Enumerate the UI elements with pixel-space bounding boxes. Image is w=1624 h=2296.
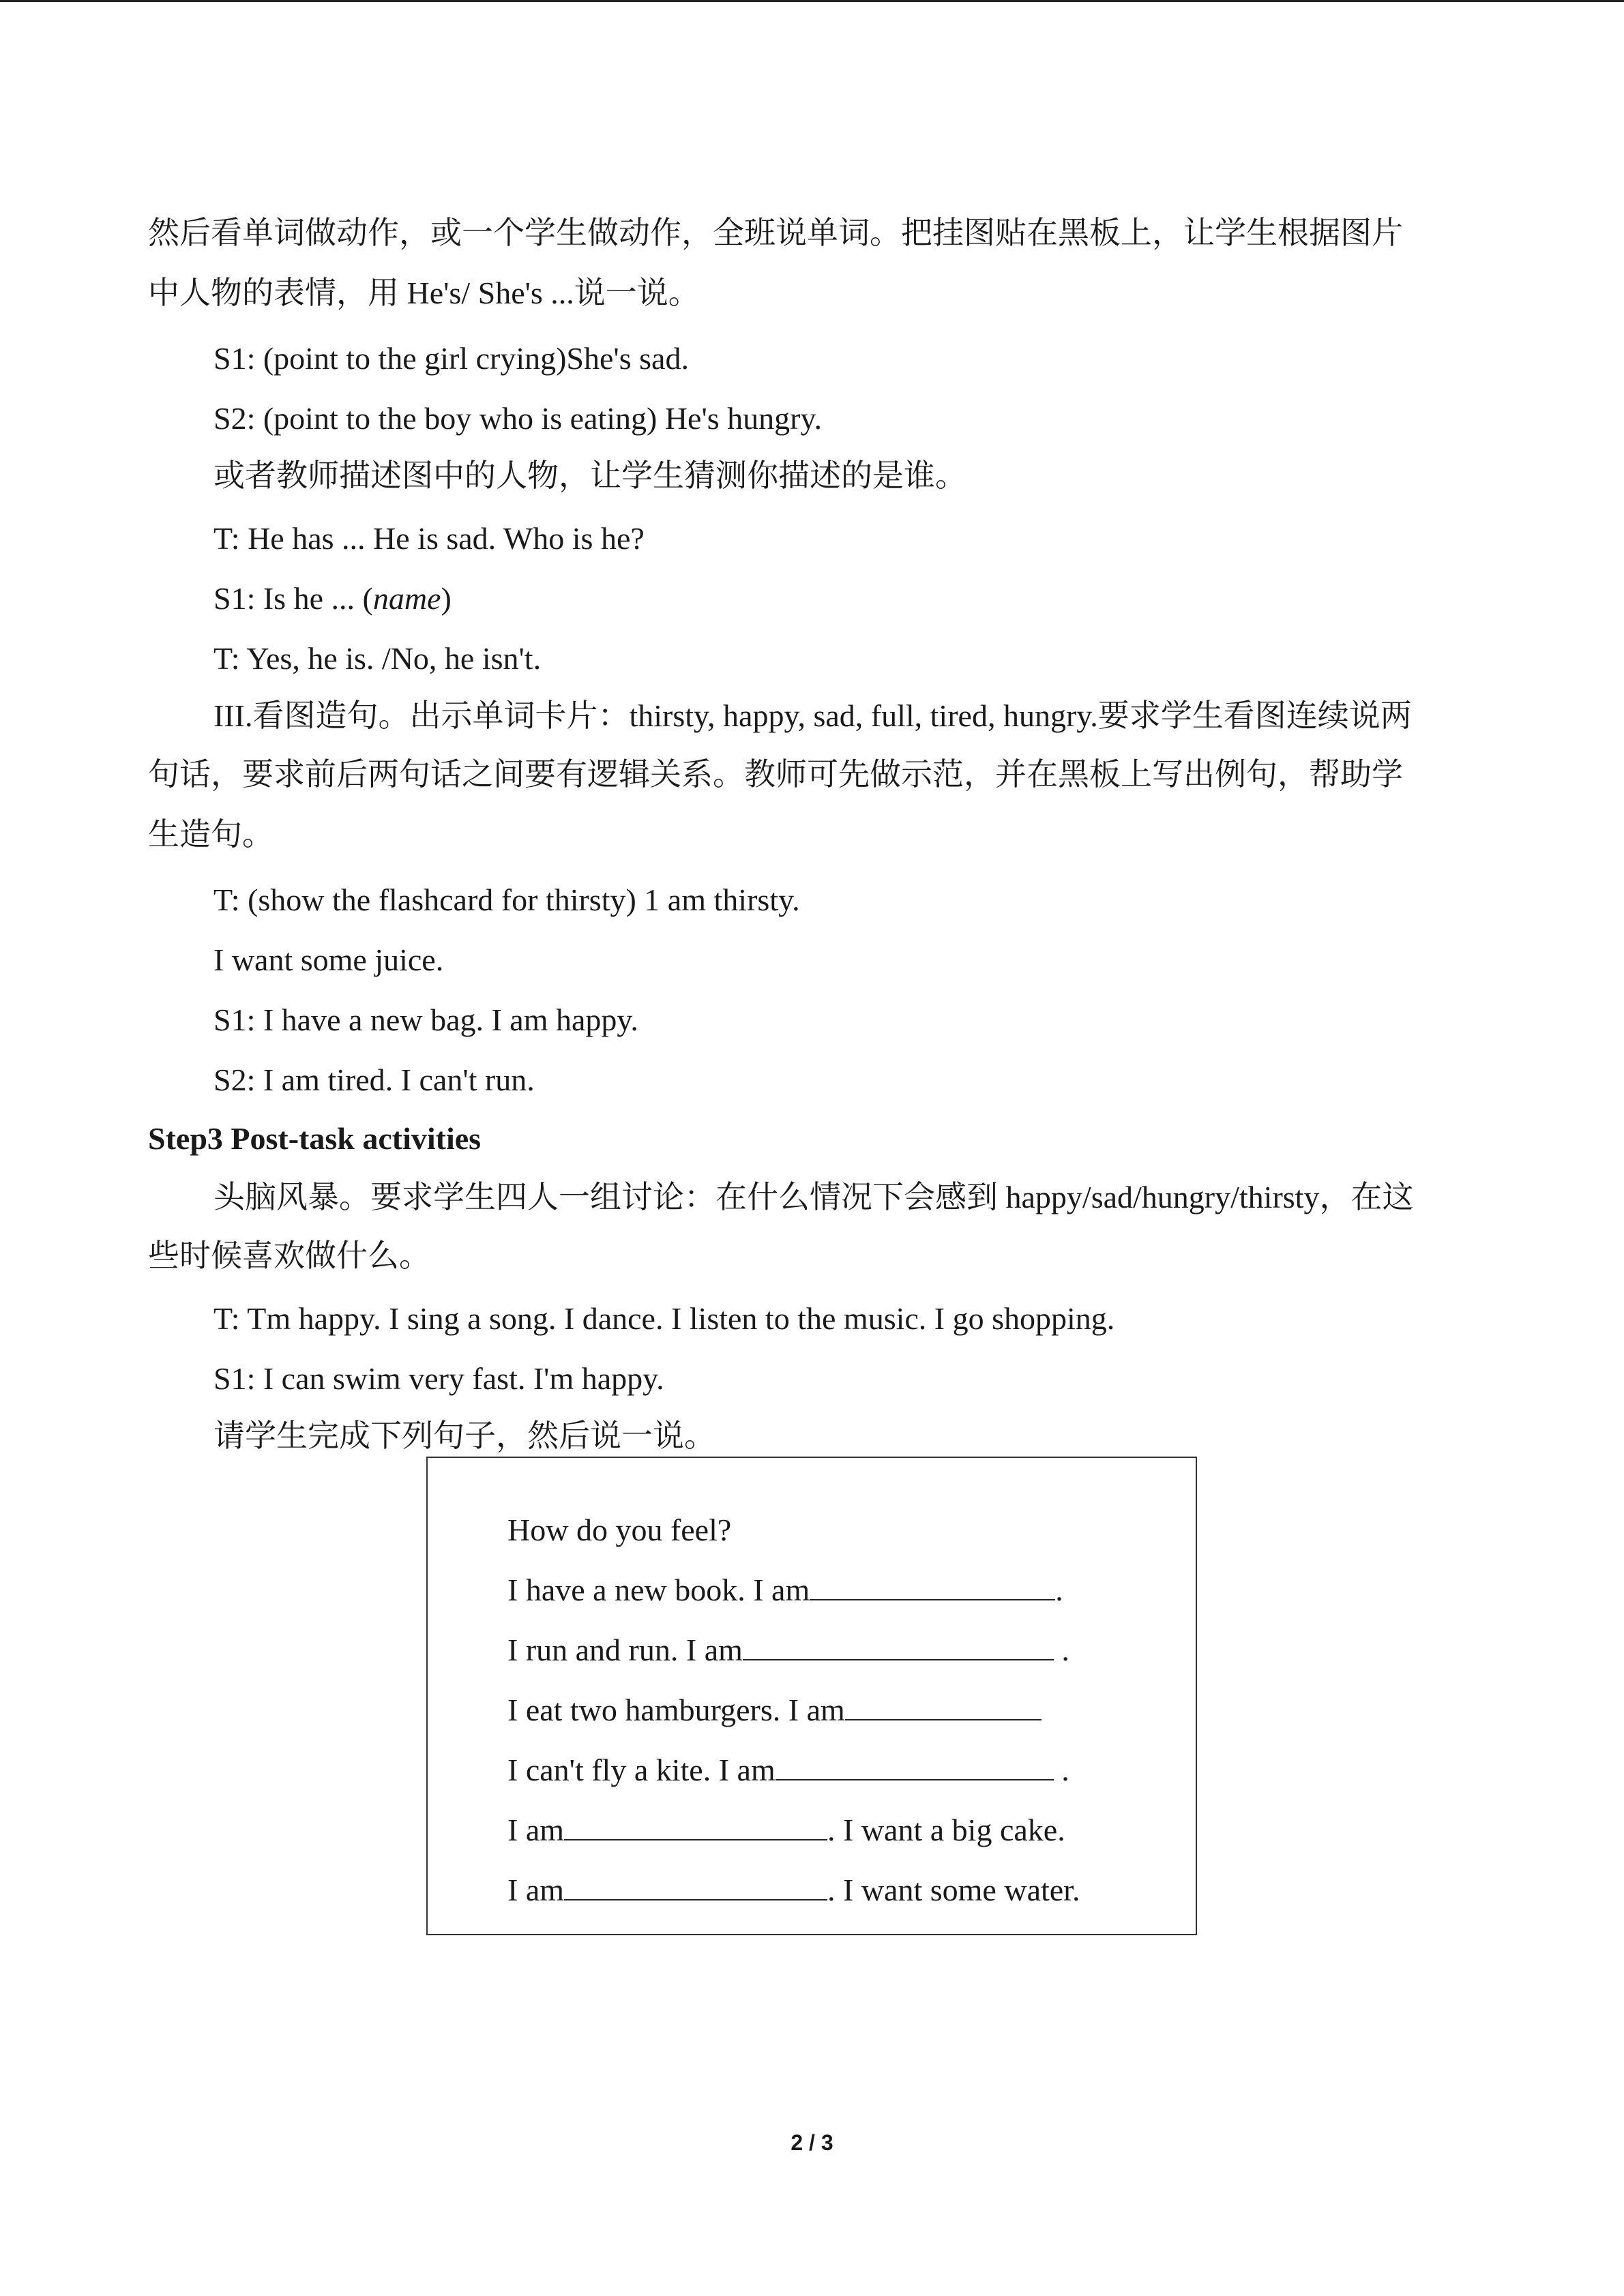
instruction-complete: 请学生完成下列句子，然后说一说。 — [213, 1418, 715, 1453]
exercise-item-2 — [507, 1631, 1069, 1669]
exercise-item-6-end: . I want some water. — [827, 1873, 1080, 1907]
answer-blank-1[interactable] — [810, 1572, 1055, 1600]
answer-blank-5[interactable] — [564, 1812, 827, 1840]
exercise-heading: How do you feel? — [507, 1512, 732, 1547]
body-line-guess: 或者教师描述图中的人物，让学生猜测你描述的是谁。 — [213, 458, 966, 493]
exercise-item-5 — [507, 1811, 1065, 1849]
dialogue-s1-sad: S1: (point to the girl crying)She's sad. — [213, 341, 689, 376]
name-placeholder: name — [372, 581, 441, 616]
answer-blank-3[interactable] — [845, 1692, 1042, 1720]
dialogue-s1-is-he-text: S1: Is he ... ( — [213, 581, 373, 616]
exercise-item-1-text: I have a new book. I am — [507, 1572, 810, 1607]
body-line-2: 中人物的表情，用 He's/ She's ...说一说。 — [148, 275, 700, 310]
exercise-item-3-text: I eat two hamburgers. I am — [507, 1693, 845, 1727]
dialogue-s1-bag: S1: I have a new bag. I am happy. — [213, 1002, 638, 1037]
exercise-item-4 — [507, 1751, 1069, 1789]
brainstorm-line-2: 些时候喜欢做什么。 — [148, 1238, 430, 1273]
page-number: 2 / 3 — [791, 2130, 833, 2155]
closing-paren: ) — [441, 581, 452, 616]
exercise-box — [426, 1457, 1197, 1935]
dialogue-juice: I want some juice. — [213, 942, 444, 977]
exercise-item-1-end: . — [1055, 1572, 1063, 1607]
exercise-item-5-text: I am — [507, 1813, 565, 1847]
exercise-item-1 — [507, 1571, 1063, 1609]
exercise-item-2-text: I run and run. I am — [507, 1632, 743, 1667]
body-line-1: 然后看单词做动作，或一个学生做动作，全班说单词。把挂图贴在黑板上，让学生根据图片 — [148, 215, 1403, 250]
exercise-item-4-text: I can't fly a kite. I am — [507, 1753, 776, 1787]
answer-blank-2[interactable] — [743, 1632, 1054, 1660]
exercise-item-5-end: . I want a big cake. — [827, 1813, 1065, 1847]
dialogue-s2-tired: S2: I am tired. I can't run. — [213, 1062, 535, 1097]
exercise-item-6-text: I am — [507, 1873, 565, 1907]
exercise-item-2-end: . — [1053, 1632, 1069, 1667]
answer-blank-6[interactable] — [564, 1872, 827, 1900]
answer-blank-4[interactable] — [776, 1752, 1054, 1780]
activity-iii-line-1: III.看图造句。出示单词卡片：thirsty, happy, sad, full, tired, hungry.要求学生看图连续说两 — [213, 698, 1412, 733]
dialogue-t-who: T: He has ... He is sad. Who is he? — [213, 521, 645, 556]
activity-iii-line-2: 句话，要求前后两句话之间要有逻辑关系。教师可先做示范，并在黑板上写出例句，帮助学 — [148, 757, 1403, 792]
dialogue-s1-is-he — [213, 580, 1550, 618]
exercise-item-4-end: . — [1053, 1753, 1069, 1787]
dialogue-t-happy: T: Tm happy. I sing a song. I dance. I listen to the music. I go shopping. — [213, 1301, 1115, 1336]
dialogue-t-yes: T: Yes, he is. /No, he isn't. — [213, 641, 542, 676]
exercise-item-3 — [507, 1691, 1042, 1729]
section-heading-step3: Step3 Post-task activities — [148, 1121, 482, 1156]
dialogue-s2-hungry: S2: (point to the boy who is eating) He's hungry. — [213, 401, 822, 436]
dialogue-t-thirsty: T: (show the flashcard for thirsty) 1 am thirsty. — [213, 882, 800, 917]
dialogue-s1-swim: S1: I can swim very fast. I'm happy. — [213, 1361, 664, 1396]
brainstorm-line-1: 头脑风暴。要求学生四人一组讨论：在什么情况下会感到 happy/sad/hungry/thirsty，在这 — [213, 1180, 1414, 1214]
activity-iii-line-3: 生造句。 — [148, 817, 274, 852]
exercise-item-6 — [507, 1871, 1080, 1909]
